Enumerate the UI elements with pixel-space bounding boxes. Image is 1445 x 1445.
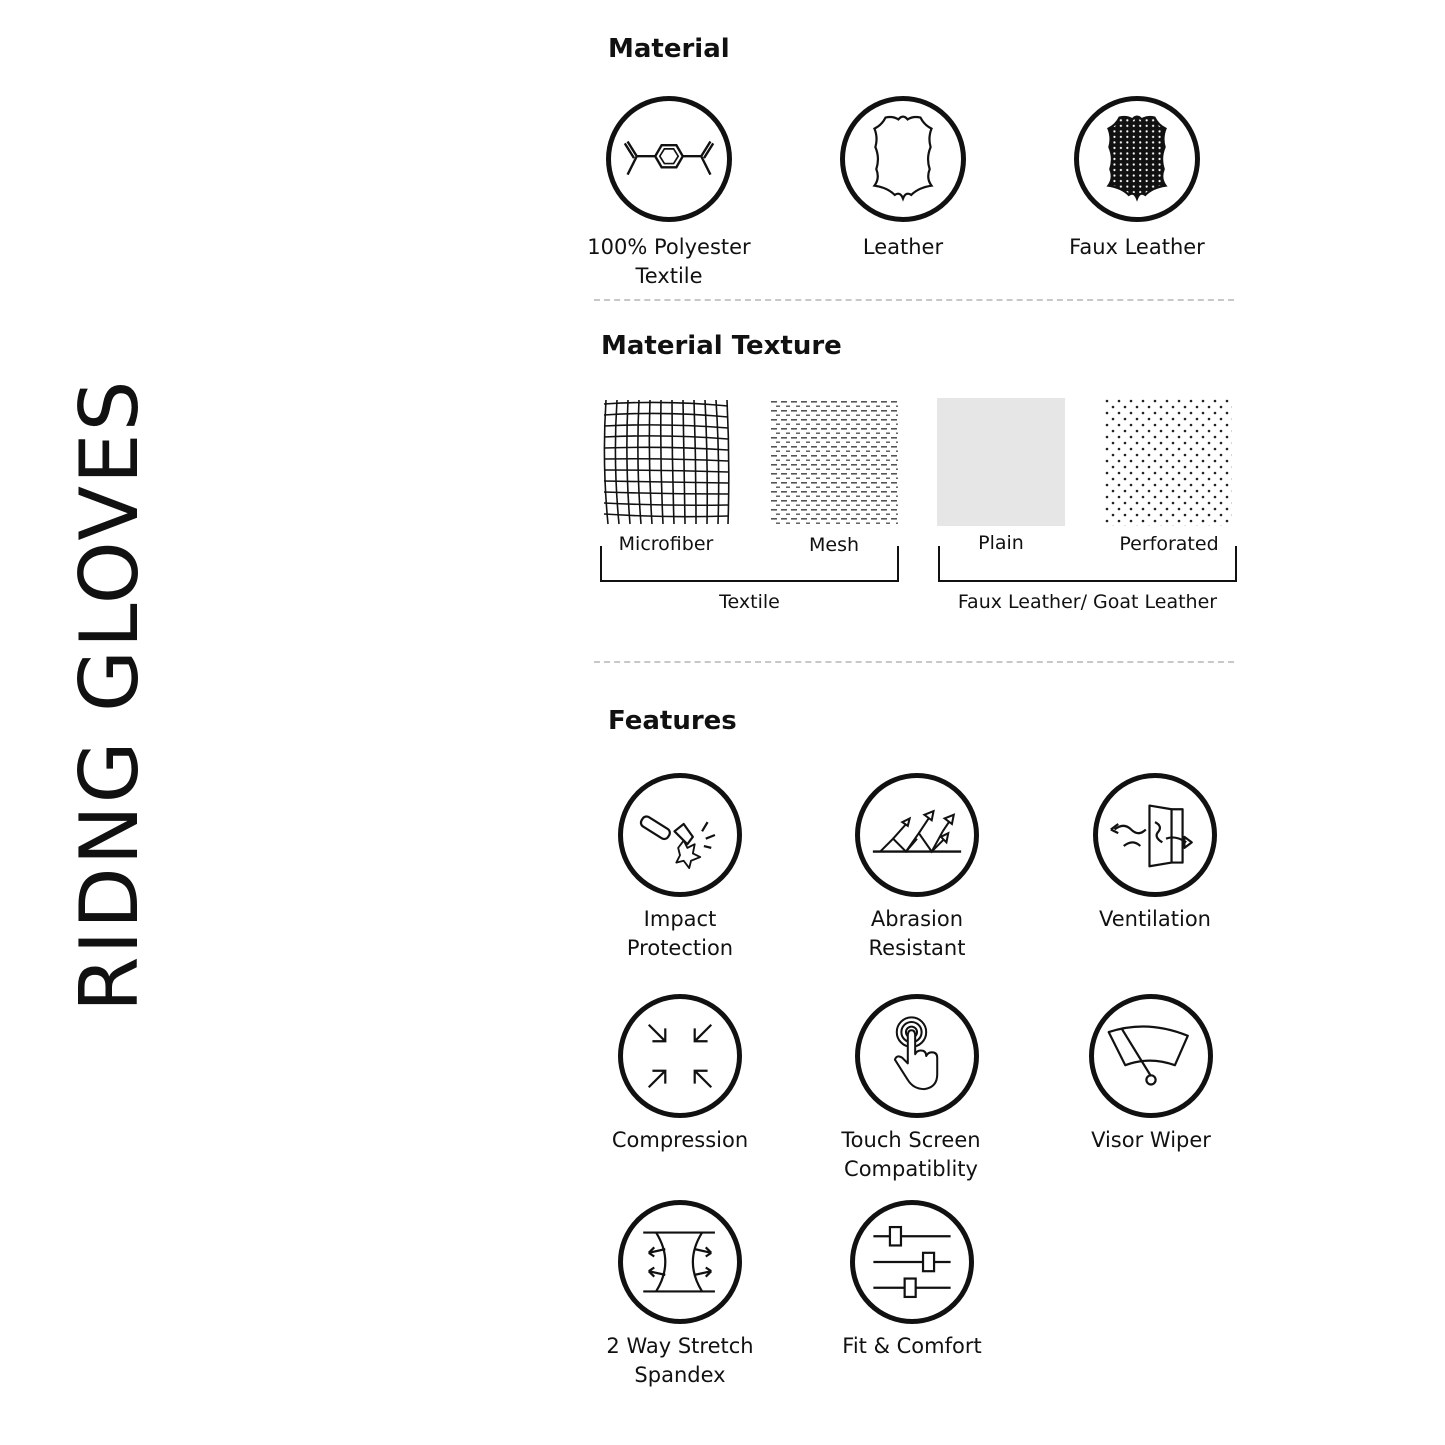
material-label-polyester: 100% Polyester Textile <box>587 235 751 288</box>
texture-label-mesh: Mesh <box>808 534 860 556</box>
abrasion-arrows-icon <box>855 773 979 897</box>
polyester-molecule-icon <box>606 96 732 222</box>
touch-finger-icon <box>855 994 979 1118</box>
feature-label-ventilation: Ventilation <box>1099 907 1211 931</box>
plain-swatch <box>937 398 1065 526</box>
mesh-dash-pattern <box>770 398 898 526</box>
page-title: RIDNG GLOVES <box>63 378 156 1012</box>
section-title-features: Features <box>608 706 737 736</box>
faux-leather-hide-icon <box>1074 96 1200 222</box>
compression-arrows-icon <box>618 994 742 1118</box>
leather-hide-icon <box>840 96 966 222</box>
feature-label-visor-wiper: Visor Wiper <box>1091 1128 1211 1152</box>
texture-label-plain: Plain <box>978 532 1024 554</box>
feature-label-fit-comfort: Fit & Comfort <box>842 1334 982 1358</box>
section-title-material: Material <box>608 34 730 64</box>
feature-label-touch-screen: Touch Screen Compatiblity <box>841 1128 981 1181</box>
texture-label-perforated: Perforated <box>1119 533 1219 555</box>
material-label-faux-leather: Faux Leather <box>1069 235 1205 259</box>
divider <box>594 299 1234 301</box>
stretch-arrows-icon <box>618 1200 742 1324</box>
feature-label-impact-protection: Impact Protection <box>626 907 734 960</box>
group-label-textile: Textile <box>719 591 780 613</box>
ventilation-window-icon <box>1093 773 1217 897</box>
group-label-faux-leather: Faux Leather/ Goat Leather <box>957 591 1218 613</box>
section-title-material-texture: Material Texture <box>601 331 842 361</box>
hammer-impact-icon <box>618 773 742 897</box>
group-bracket-textile <box>600 546 899 582</box>
texture-label-microfiber: Microfiber <box>618 533 714 555</box>
perforated-dot-pattern <box>1104 398 1232 526</box>
material-label-leather: Leather <box>862 235 944 259</box>
feature-label-stretch-spandex: 2 Way Stretch Spandex <box>606 1334 754 1387</box>
feature-label-compression: Compression <box>611 1128 749 1152</box>
visor-wiper-icon <box>1089 994 1213 1118</box>
slider-adjust-icon <box>850 1200 974 1324</box>
group-bracket-faux-leather <box>938 546 1237 582</box>
divider <box>594 661 1234 663</box>
microfiber-grid-pattern <box>602 398 730 526</box>
feature-label-abrasion-resistant: Abrasion Resistant <box>868 907 966 960</box>
